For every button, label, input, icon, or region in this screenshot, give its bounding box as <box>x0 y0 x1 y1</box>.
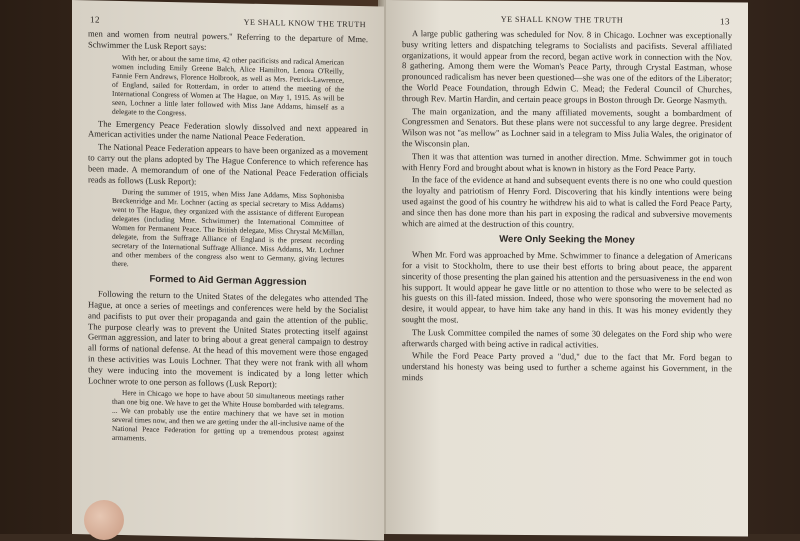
right-page <box>386 0 748 537</box>
left-subheading: Formed to Aid German Aggression <box>149 273 307 289</box>
right-subheading: Were Only Seeking the Money <box>499 234 635 247</box>
left-page-number: 12 <box>90 14 100 25</box>
right-header <box>404 14 730 26</box>
left-page <box>72 0 384 541</box>
right-page-number: 13 <box>720 16 730 27</box>
left-para-1: The Emergency Peace Federation slowly dissolved and next appeared in American activities under the name National Peace Federation. <box>88 118 368 144</box>
left-para-2: The National Peace Federation appears to have been organized as a movement to carry out the plans adopted by The Hague Conference to which reference has been made. A memorandum of one of the National Peace Federation officials reads as follows (Lusk Report): <box>88 141 368 187</box>
right-para-1: A large public gathering was scheduled for Nov. 8 in Chicago. Lochner was exceptionally busy writing letters and dispatching telegrams to Socialists and pacifists. Several affiliated organizations, it would appear from the record, began active work in connection with the Nov. 8 gathering. Among them were the Woman's Peace Party, through Crystal Eastman, whose pronounced radicalism has never been questioned—she was one of the editors of the Liberator; the World Peace Foundation, through Edwin C. Mead; the Federal Council of Churches, through Rev. Martin Hardin, and certain peace groups in Boston through Dr. George Nasmyth. <box>402 28 732 106</box>
left-quote-1: With her, or about the same time, 42 other pacificists and radical American women including Emily Greene Balch, Alice Hamilton, Lenora O'Reilly, Fannie Fern Andrews, Florence Holbrook, as well as Mrs. Petrick-Lawrence, of England, sailed for Rotterdam, in order to attend the meeting of the International Congress of Women at The Hague, on May 1, 1915. As will be seen, Lochner a little later followed with Miss Jane Addams, himself as a delegate to the Congress. <box>112 52 344 117</box>
right-running-head: YE SHALL KNOW THE TRUTH <box>500 14 624 25</box>
thumb <box>84 500 124 540</box>
left-running-head: YE SHALL KNOW THE TRUTH <box>243 17 366 30</box>
right-para-6: The Lusk Committee compiled the names of some 30 delegates on the Ford ship who were afterwards charged with being active in radical activities. <box>402 326 732 349</box>
left-quote-3: Here in Chicago we hope to have about 50 simultaneous meetings rather than one big one. We have to get the White House bombarded with telegrams. ... We can probably use the entire machinery that we have set in motion several times now, and then we are getting under the all-inclusive name of the National Peace Federation for getting up a tremendous protest against armaments. <box>112 388 344 443</box>
right-para-2: The main organization, and the many affiliated movements, sought a bombardment of Congressmen and Senators. But these plans were not successful to any large degree. President Wilson was not "as mellow" as Lochner said in a telegram to Miss Julia Wales, the originator of the Wisconsin plan. <box>402 105 732 149</box>
left-para-3: Following the return to the United States of the delegates who attended The Hague, at once a series of meetings and conferences were held by the Socialist and pacifists to put over their propaganda and gain the attention of the public. The purpose clearly was to prevent the United States protecting itself against German aggression, and later to bring about a great general campaign to destroy all forms of national defense. At the head of this movement were those engaged in these activities was Louis Lochner. That they were not frank with all whom they were inducing into the movement is indicated by a long letter which Lochner wrote to one person as follows (Lusk Report): <box>88 288 368 389</box>
right-para-5: When Mr. Ford was approached by Mme. Schwimmer to finance a delegation of Americans for a visit to Stockholm, there to use their best efforts to bring about peace, the apparent sincerity of those presenting the plan gained his attention and the persuasiveness in the end won his support. It would appear he gave little or no attention to those who were to be selected as his guests on this ill-fated mission. Indeed, those who were sponsoring the movement had no desire, it would appear, to have him take any hand in this. It was his money evidently they sought the most. <box>402 249 732 325</box>
right-body <box>402 28 732 385</box>
right-para-3: Then it was that attention was turned in another direction. Mme. Schwimmer got in touch with Henry Ford and brought about what is known in history as the Ford Peace Party. <box>402 150 732 174</box>
left-header <box>90 14 366 30</box>
right-para-4: In the face of the evidence at hand and subsequent events there is no one who could question the loyalty and patriotism of Henry Ford. Discovering that his kindly intentions were being used against the good of his country he withdrew his aid to what is called the Ford Peace Party, and since then has done more than his part in exposing the radical and subversive movements which are aimed at the destruction of this country. <box>402 174 732 229</box>
left-intro: men and women from neutral powers." Referring to the departure of Mme. Schwimmer the Lusk Report says: <box>88 28 368 52</box>
left-body <box>88 28 368 447</box>
right-para-7: While the Ford Peace Party proved a "dud," due to the fact that Mr. Ford began to understand his honesty was being used to further a scheme against his Government, in the minds <box>402 350 732 383</box>
left-quote-2: During the summer of 1915, when Miss Jane Addams, Miss Sophonisba Breckenridge and Mr. Lochner (acting as special secretary to Miss Addams) went to The Hague, they organized with the assistance of different European delegates (including Mme. Schwimmer) the International Committee of Women for Permanent Peace. The British delegate, Miss Chrystal McMillan, delegate, from the Suffrage Alliance of England is the present recording secretary of the International Suffrage Alliance. Miss Addams, Mr. Lochner and other members of the congress also went to Germany, giving lectures there. <box>112 187 344 269</box>
